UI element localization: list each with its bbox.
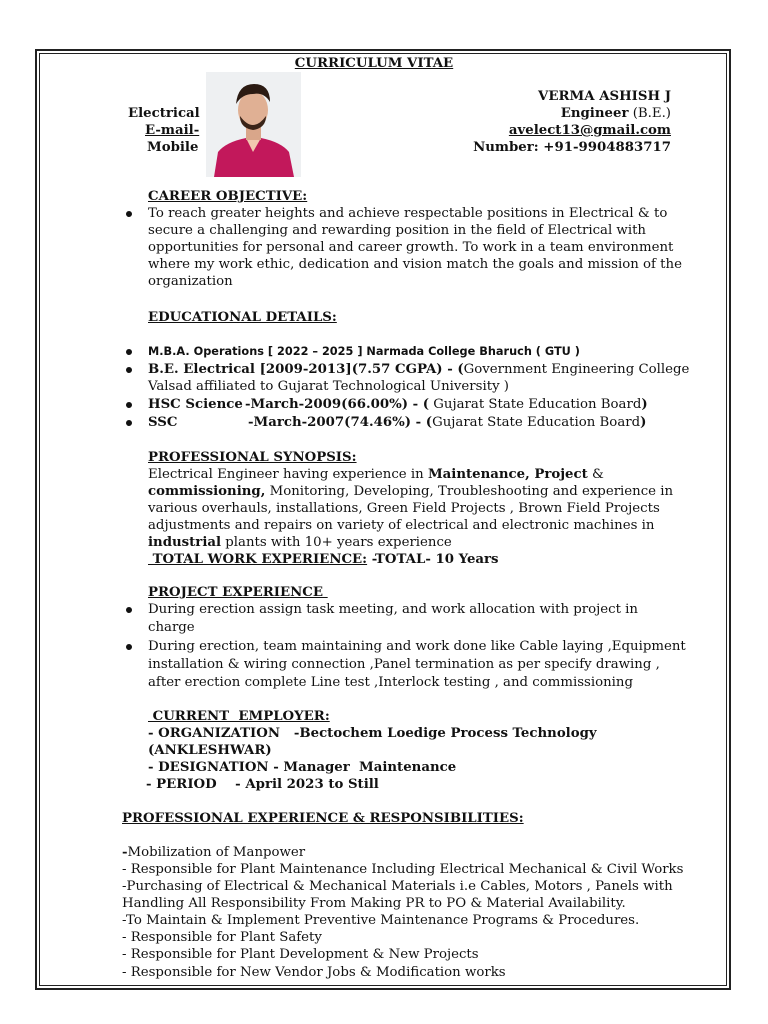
header-label-email: E-mail- (145, 123, 200, 138)
text-line: secure a challenging and rewarding position in the field of Electrical with (148, 223, 646, 239)
ssc-bold: -March-2007(74.46%) - ( (248, 415, 433, 430)
synopsis-line-3: various overhauls, installations, Green Field Projects , Brown Field Projects (148, 501, 660, 516)
text-span: plants with 10+ years experience (221, 535, 452, 550)
text-span-bold: commissioning, (148, 484, 266, 499)
ssc-rest: Gujarat State Education Board (432, 415, 641, 430)
text-line: organization (148, 274, 233, 290)
total-experience-line (148, 551, 499, 568)
career-objective-text (148, 205, 688, 290)
responsibility-line: - Responsible for Plant Maintenance Including Electrical Mechanical & Civil Works (122, 862, 684, 877)
header-label-electrical: Electrical (128, 106, 200, 121)
text-line: opportunities for personal and career growth. To work in a team environment (148, 240, 674, 256)
education-ssc (248, 414, 646, 431)
be-rest: Government Engineering College (463, 362, 690, 377)
responsibility-line (122, 844, 305, 861)
text-span: Monitoring, Developing, Troubleshooting and experience in (265, 484, 674, 499)
hsc-rest: Gujarat State Education Board (429, 397, 642, 412)
employer-period: - PERIOD - April 2023 to Still (146, 777, 379, 792)
number-label: Number (473, 140, 534, 155)
engineer-text: Engineer (560, 106, 629, 121)
document-title: CURRICULUM VITAE (294, 56, 454, 71)
text-span-bold: Maintenance, Project (427, 467, 588, 482)
degree-text: (B.E.) (632, 106, 671, 121)
responsibilities-list (122, 861, 722, 981)
header-number-line (473, 139, 671, 156)
employer-designation: - DESIGNATION - Manager Maintenance (148, 760, 457, 775)
responsibility-line: - Responsible for New Vendor Jobs & Modification works (122, 964, 506, 980)
responsibility-line: Handling All Responsibility From Making PR to PO & Material Availability. (122, 896, 626, 912)
bullet-dot (126, 402, 132, 408)
career-objective-heading: CAREER OBJECTIVE: (148, 189, 308, 204)
synopsis-line-5 (148, 534, 452, 551)
text-line: During erection, team maintaining and work done like Cable laying ,Equipment (148, 639, 686, 654)
dash: - (122, 845, 128, 860)
text-line: To reach greater heights and achieve respectable positions in Electrical & to (148, 206, 668, 221)
bullet-dot (126, 349, 132, 355)
total-experience-value: -TOTAL- 10 Years (367, 552, 499, 567)
responsibility-line: - Responsible for Plant Safety (122, 930, 322, 946)
responsibility-line: -Purchasing of Electrical & Mechanical Materials i.e Cables, Motors , Panels with (122, 879, 673, 895)
text-line: charge (148, 620, 195, 635)
education-heading: EDUCATIONAL DETAILS: (148, 310, 337, 325)
text-span: Mobilization of Manpower (127, 845, 306, 860)
bullet-dot (126, 211, 132, 217)
project-experience-heading: PROJECT EXPERIENCE (148, 585, 328, 600)
text-line: after erection complete Line test ,Interlock testing , and commissioning (148, 675, 633, 690)
education-be-line2: Valsad affiliated to Gujarat Technological University ) (148, 379, 509, 394)
education-hsc-label: HSC Science (148, 397, 243, 412)
bullet-dot (126, 420, 132, 426)
responsibility-line: - Responsible for Plant Development & New Projects (122, 947, 479, 963)
employer-organization-location: (ANKLESHWAR) (148, 743, 272, 758)
hsc-close: ) (641, 397, 648, 412)
header-label-mobile: Mobile (147, 140, 199, 155)
synopsis-heading: PROFESSIONAL SYNOPSIS: (148, 450, 357, 465)
synopsis-line-1 (148, 466, 604, 483)
responsibility-line: -To Maintain & Implement Preventive Maintenance Programs & Procedures. (122, 913, 640, 929)
text-span: & (587, 467, 604, 482)
hsc-bold: -March-2009(66.00%) - ( (245, 397, 430, 412)
email-link[interactable]: avelect13@gmail.com (508, 123, 671, 138)
text-line: During erection assign task meeting, and work allocation with project in (148, 602, 638, 617)
education-be (148, 361, 689, 378)
project-bullet-1 (148, 601, 688, 637)
education-hsc (245, 396, 648, 413)
current-employer-heading: CURRENT EMPLOYER: (148, 709, 330, 724)
education-ssc-label: SSC (148, 415, 178, 430)
person-photo-icon (206, 72, 301, 177)
project-bullet-2 (148, 638, 688, 692)
responsibilities-heading: PROFESSIONAL EXPERIENCE & RESPONSIBILITIES: (122, 811, 524, 826)
bullet-dot (126, 367, 132, 373)
candidate-name: VERMA ASHISH J (538, 89, 671, 104)
text-span-bold: industrial (148, 535, 222, 550)
text-line: installation & wiring connection ,Panel termination as per specify drawing , (148, 657, 660, 672)
text-span: Electrical Engineer having experience in (148, 467, 428, 482)
profile-photo (206, 72, 301, 177)
be-bold: B.E. Electrical [2009-2013](7.57 CGPA) - ( (148, 362, 464, 377)
ssc-close: ) (640, 415, 647, 430)
synopsis-line-2 (148, 483, 673, 500)
synopsis-line-4: adjustments and repairs on variety of electrical and electronic machines in (148, 518, 655, 533)
total-experience-label: TOTAL WORK EXPERIENCE: (148, 552, 368, 567)
phone-number: : +91-9904883717 (533, 140, 671, 155)
bullet-dot (126, 644, 132, 650)
header-engineer-line (561, 105, 671, 122)
education-mba: M.B.A. Operations [ 2022 – 2025 ] Narmada College Bharuch ( GTU ) (148, 345, 580, 358)
bullet-dot (126, 607, 132, 613)
employer-organization: - ORGANIZATION -Bectochem Loedige Process Technology (148, 726, 597, 741)
text-line: where my work ethic, dedication and vision match the goals and mission of the (148, 257, 682, 273)
